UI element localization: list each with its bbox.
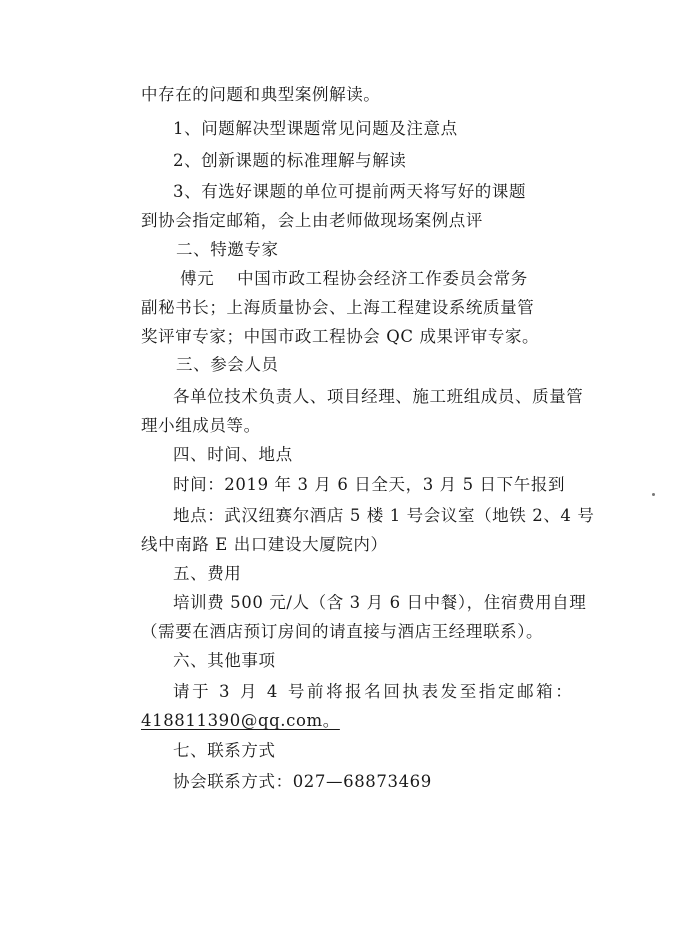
text-line-7: 傅元 中国市政工程协会经济工作委员会常务 (180, 269, 528, 288)
section-heading-7: 七、联系方式 (173, 741, 276, 760)
text-line-4: 3、有选好课题的单位可提前两天将写好的课题 (173, 182, 527, 201)
scan-speck (652, 493, 655, 496)
text-line-1: 中存在的问题和典型案例解读。 (141, 85, 381, 104)
text-line-24: 协会联系方式：027—68873469 (173, 772, 432, 791)
text-line-12: 理小组成员等。 (141, 416, 261, 435)
text-line-21: 请于 3 月 4 号前将报名回执表发至指定邮箱： (173, 682, 575, 701)
text-line-3: 2、创新课题的标准理解与解读 (173, 151, 407, 170)
text-line-15: 地点：武汉纽赛尔酒店 5 楼 1 号会议室（地铁 2、4 号 (173, 506, 595, 525)
text-line-9: 奖评审专家；中国市政工程协会 QC 成果评审专家。 (141, 327, 540, 346)
text-line-5: 到协会指定邮箱，会上由老师做现场案例点评 (141, 211, 483, 230)
text-line-11: 各单位技术负责人、项目经理、施工班组成员、质量管 (173, 387, 584, 406)
text-line-14: 时间：2019 年 3 月 6 日全天，3 月 5 日下午报到 (173, 475, 566, 494)
text-line-16: 线中南路 E 出口建设大厦院内） (141, 535, 388, 554)
section-heading-4: 四、时间、地点 (173, 445, 293, 464)
text-line-8: 副秘书长；上海质量协会、上海工程建设系统质量管 (141, 298, 535, 317)
section-heading-2: 二、特邀专家 (176, 240, 279, 259)
section-heading-5: 五、费用 (173, 564, 242, 583)
text-line-2: 1、问题解决型课题常见问题及注意点 (173, 119, 458, 138)
text-line-19: （需要在酒店预订房间的请直接与酒店王经理联系）。 (141, 622, 544, 641)
email-link[interactable]: 418811390@qq.com。 (141, 711, 340, 730)
section-heading-6: 六、其他事项 (173, 651, 276, 670)
section-heading-3: 三、参会人员 (176, 355, 279, 374)
text-line-18: 培训费 500 元/人（含 3 月 6 日中餐），住宿费用自理 (173, 593, 587, 612)
